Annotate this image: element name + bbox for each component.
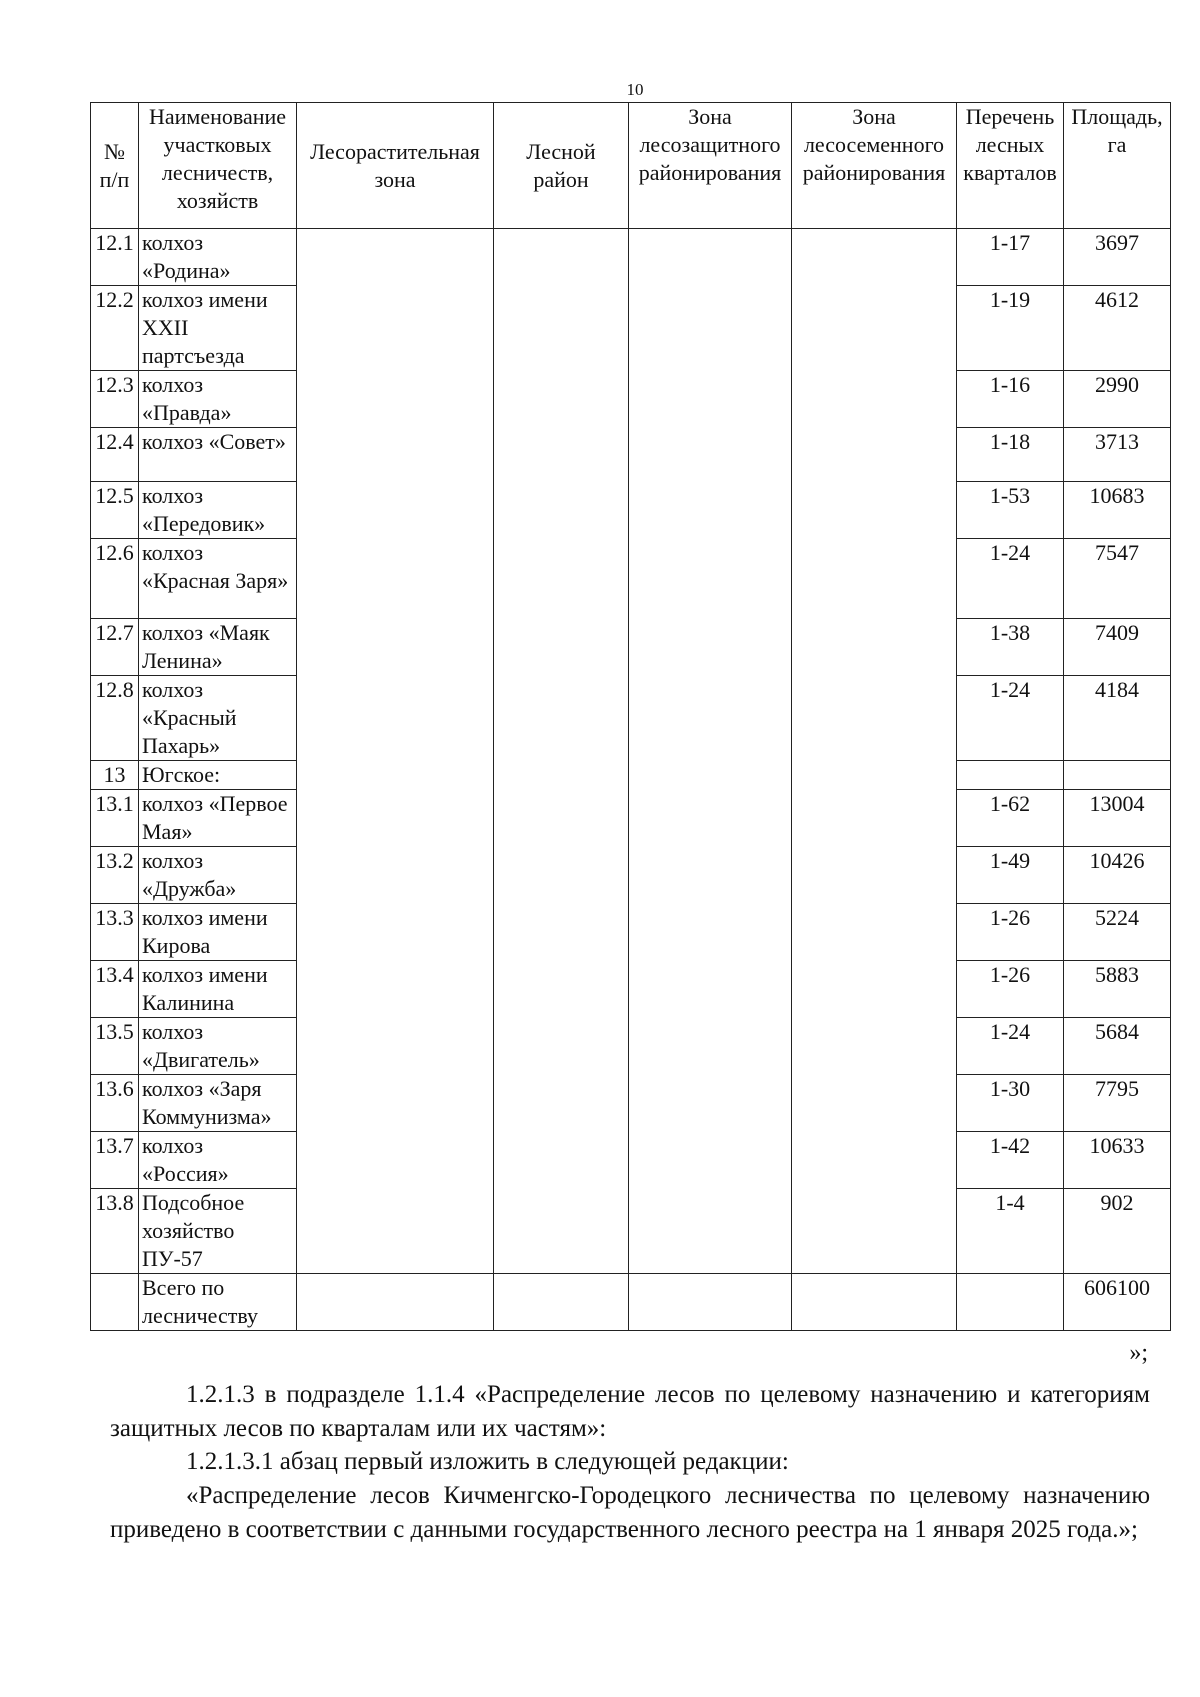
header-quarters: Перечень лесных кварталов bbox=[957, 103, 1064, 229]
total-row bbox=[91, 1274, 1171, 1331]
row-name: колхоз «Россия» bbox=[139, 1132, 297, 1189]
row-area bbox=[1064, 761, 1171, 790]
row-name: колхоз «Передовик» bbox=[139, 482, 297, 539]
row-quarters: 1-4 bbox=[957, 1189, 1064, 1274]
row-number: 13.7 bbox=[91, 1132, 139, 1189]
merged-cell-veg-zone bbox=[297, 229, 494, 1274]
row-area: 7409 bbox=[1064, 619, 1171, 676]
total-forest-district-cell bbox=[494, 1274, 629, 1331]
row-name: колхоз «Красная Заря» bbox=[139, 539, 297, 619]
row-area: 2990 bbox=[1064, 371, 1171, 428]
row-number: 13.5 bbox=[91, 1018, 139, 1075]
merged-cell-forest-district bbox=[494, 229, 629, 1274]
total-num-cell bbox=[91, 1274, 139, 1331]
row-quarters: 1-24 bbox=[957, 1018, 1064, 1075]
total-protective-zone-cell bbox=[629, 1274, 792, 1331]
total-quarters-cell bbox=[957, 1274, 1064, 1331]
row-number: 12.6 bbox=[91, 539, 139, 619]
row-name: колхоз «Правда» bbox=[139, 371, 297, 428]
total-label: Всего по лесничеству bbox=[139, 1274, 297, 1331]
row-name: колхоз «Совет» bbox=[139, 428, 297, 482]
row-area: 5224 bbox=[1064, 904, 1171, 961]
row-quarters: 1-19 bbox=[957, 286, 1064, 371]
header-forest-district: Лесной район bbox=[494, 103, 629, 229]
row-quarters: 1-38 bbox=[957, 619, 1064, 676]
row-area: 13004 bbox=[1064, 790, 1171, 847]
row-quarters: 1-42 bbox=[957, 1132, 1064, 1189]
total-area: 606100 bbox=[1064, 1274, 1171, 1331]
total-seed-zone-cell bbox=[792, 1274, 957, 1331]
row-area: 5684 bbox=[1064, 1018, 1171, 1075]
header-area: Площадь, га bbox=[1064, 103, 1171, 229]
table-header-row bbox=[91, 103, 1171, 229]
table-row bbox=[91, 229, 1171, 286]
row-quarters: 1-53 bbox=[957, 482, 1064, 539]
row-area: 10683 bbox=[1064, 482, 1171, 539]
page-number: 10 bbox=[626, 80, 644, 99]
row-quarters: 1-17 bbox=[957, 229, 1064, 286]
row-number: 12.5 bbox=[91, 482, 139, 539]
row-name: колхоз «Заря Коммунизма» bbox=[139, 1075, 297, 1132]
row-number: 12.1 bbox=[91, 229, 139, 286]
row-area: 7795 bbox=[1064, 1075, 1171, 1132]
row-quarters: 1-30 bbox=[957, 1075, 1064, 1132]
row-area: 10633 bbox=[1064, 1132, 1171, 1189]
row-quarters bbox=[957, 761, 1064, 790]
row-name: колхоз «Родина» bbox=[139, 229, 297, 286]
row-quarters: 1-49 bbox=[957, 847, 1064, 904]
row-area: 4184 bbox=[1064, 676, 1171, 761]
forest-table bbox=[90, 102, 1171, 1331]
row-area: 5883 bbox=[1064, 961, 1171, 1018]
row-area: 3697 bbox=[1064, 229, 1171, 286]
row-name: колхоз имени Калинина bbox=[139, 961, 297, 1018]
row-number: 12.7 bbox=[91, 619, 139, 676]
header-protective-zone: Зона лесозащитного районирования bbox=[629, 103, 792, 229]
paragraph-subsection: 1.2.1.3 в подразделе 1.1.4 «Распределение лесов по целевому назначению и категориям защитных лесов по кварталам или их частям»: bbox=[110, 1381, 1150, 1442]
merged-cell-seed-zone bbox=[792, 229, 957, 1274]
row-number: 13.6 bbox=[91, 1075, 139, 1132]
row-name: колхоз имени XXII партсъезда bbox=[139, 286, 297, 371]
row-quarters: 1-24 bbox=[957, 676, 1064, 761]
row-number: 13.1 bbox=[91, 790, 139, 847]
row-name: колхоз «Красный Пахарь» bbox=[139, 676, 297, 761]
header-seed-zone: Зона лесосеменного районирования bbox=[792, 103, 957, 229]
row-name: Подсобное хозяйство ПУ-57 bbox=[139, 1189, 297, 1274]
row-number: 13 bbox=[91, 761, 139, 790]
total-veg-zone-cell bbox=[297, 1274, 494, 1331]
row-area: 4612 bbox=[1064, 286, 1171, 371]
row-name: колхоз «Двигатель» bbox=[139, 1018, 297, 1075]
row-number: 12.8 bbox=[91, 676, 139, 761]
row-number: 12.3 bbox=[91, 371, 139, 428]
merged-cell-protective-zone bbox=[629, 229, 792, 1274]
row-area: 10426 bbox=[1064, 847, 1171, 904]
row-number: 13.3 bbox=[91, 904, 139, 961]
row-number: 13.4 bbox=[91, 961, 139, 1018]
row-name: колхоз «Маяк Ленина» bbox=[139, 619, 297, 676]
row-name: колхоз «Дружба» bbox=[139, 847, 297, 904]
row-name: Югское: bbox=[139, 761, 297, 790]
closing-mark: »; bbox=[1129, 1340, 1148, 1366]
row-number: 13.8 bbox=[91, 1189, 139, 1274]
header-veg-zone: Лесорастительная зона bbox=[297, 103, 494, 229]
row-area: 7547 bbox=[1064, 539, 1171, 619]
row-quarters: 1-26 bbox=[957, 904, 1064, 961]
row-number: 13.2 bbox=[91, 847, 139, 904]
row-quarters: 1-24 bbox=[957, 539, 1064, 619]
row-area: 902 bbox=[1064, 1189, 1171, 1274]
header-num: № п/п bbox=[91, 103, 139, 229]
row-quarters: 1-26 bbox=[957, 961, 1064, 1018]
row-name: колхоз «Первое Мая» bbox=[139, 790, 297, 847]
paragraph-new-text: «Распределение лесов Кичменгско-Городецкого лесничества по целевому назначению приведено в соответствии с данными государственного лесного реестра на 1 января 2025 года.»; bbox=[110, 1482, 1150, 1543]
row-area: 3713 bbox=[1064, 428, 1171, 482]
row-quarters: 1-62 bbox=[957, 790, 1064, 847]
row-name: колхоз имени Кирова bbox=[139, 904, 297, 961]
row-number: 12.4 bbox=[91, 428, 139, 482]
row-number: 12.2 bbox=[91, 286, 139, 371]
paragraph-amendment: 1.2.1.3.1 абзац первый изложить в следующей редакции: bbox=[186, 1448, 789, 1475]
row-quarters: 1-18 bbox=[957, 428, 1064, 482]
row-quarters: 1-16 bbox=[957, 371, 1064, 428]
header-name: Наименование участковых лесничеств, хозяйств bbox=[139, 103, 297, 229]
